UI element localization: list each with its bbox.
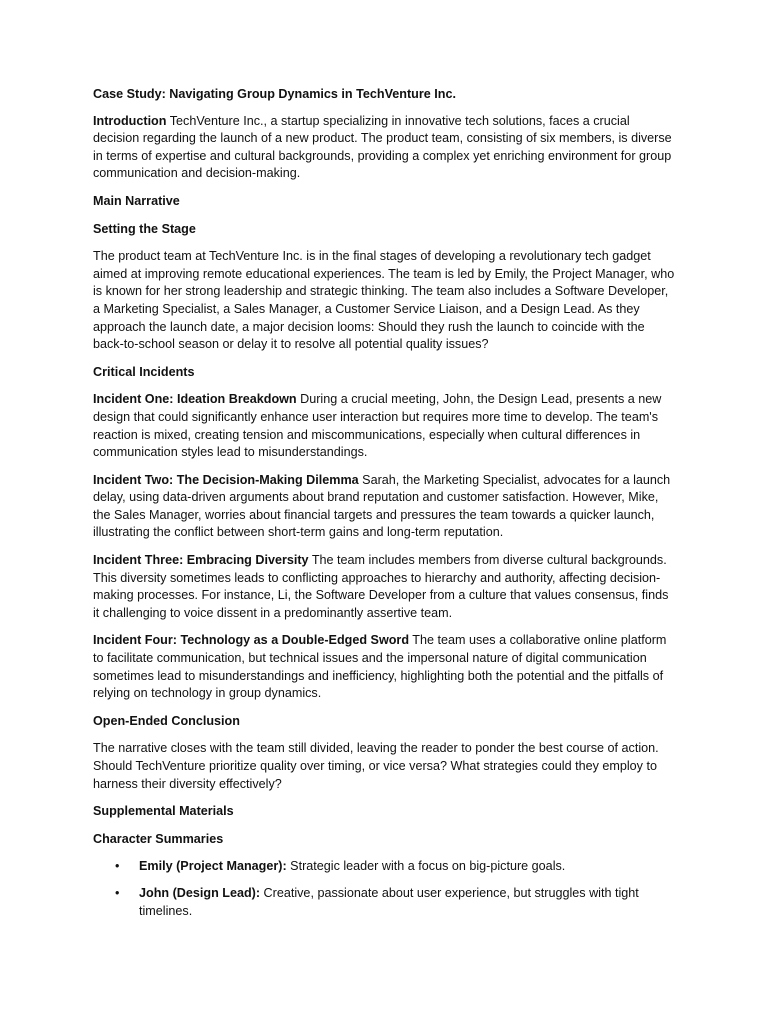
introduction-paragraph: [93, 113, 677, 183]
introduction-text: TechVenture Inc., a startup specializing in innovative tech solutions, faces a crucial decision regarding the launch of a new product. The product team, consisting of six members, is diverse in terms of expertise and cultural backgrounds, providing a complex yet enriching environment for group communication and decision-making.: [93, 113, 672, 181]
incident-paragraph: [93, 391, 677, 461]
incident-paragraph: [93, 632, 677, 702]
introduction-label: Introduction: [93, 113, 167, 128]
document-title: Case Study: Navigating Group Dynamics in TechVenture Inc.: [93, 87, 456, 101]
incident-text: The team uses a collaborative online platform to facilitate communication, but technical issues and the impersonal nature of digital communication sometimes lead to misunderstandings and inefficiency, highlighting both the potential and the pitfalls of relying on technology in group dynamics.: [93, 633, 667, 701]
conclusion-heading: Open-Ended Conclusion: [93, 713, 240, 728]
conclusion-paragraph: The narrative closes with the team still divided, leaving the reader to ponder the best course of action. Should TechVenture prioritize quality over timing, or vice versa? What strategies could they employ to harness their diversity effectively?: [93, 741, 659, 791]
supplemental-heading: Supplemental Materials: [93, 804, 234, 819]
incident-text: The team includes members from diverse cultural backgrounds. This diversity sometimes leads to conflicting approaches to hierarchy and authority, affecting decision-making processes. For instance, Li, the Software Developer from a culture that values consensus, finds it challenging to voice dissent in a predominantly assertive team.: [93, 553, 669, 620]
list-item: [93, 885, 677, 920]
bullet-icon: •: [115, 859, 120, 874]
incident-label: Incident Three: Embracing Diversity: [93, 553, 309, 568]
list-item: [93, 858, 677, 876]
setting-stage-paragraph: The product team at TechVenture Inc. is in the final stages of developing a revolutionary tech gadget aimed at improving remote educational experiences. The team is led by Emily, the Project Manager, who is known for her strong leadership and strategic thinking. The team also includes a Software Developer, a Marketing Specialist, a Sales Manager, a Customer Service Liaison, and a Design Lead. As they approach the launch date, a major decision looms: Should they rush the launch to coincide with the back-to-school season or delay it to resolve all potential quality issues?: [93, 249, 675, 352]
character-text: Creative, passionate about user experience, but struggles with tight timelines.: [139, 885, 639, 918]
character-label: Emily (Project Manager):: [139, 859, 287, 874]
setting-stage-heading: Setting the Stage: [93, 221, 196, 236]
incident-text: Sarah, the Marketing Specialist, advocates for a launch delay, using data-driven arguments about brand reputation and customer satisfaction. However, Mike, the Sales Manager, worries about financial targets and pressures the team towards a quicker launch, illustrating the conflict between short-term gains and long-term reputation.: [93, 472, 671, 540]
main-narrative-heading: Main Narrative: [93, 193, 180, 208]
incident-label: Incident Four: Technology as a Double-Edged Sword: [93, 633, 410, 648]
incident-paragraph: [93, 472, 677, 542]
incident-label: Incident Two: The Decision-Making Dilemma: [93, 472, 359, 487]
incident-label: Incident One: Ideation Breakdown: [93, 392, 297, 407]
character-list: [93, 858, 677, 920]
incident-text: During a crucial meeting, John, the Design Lead, presents a new design that could significantly enhance user interaction but requires more time to develop. The team's reaction is mixed, creating tension and miscommunications, especially when cultural differences in communication styles lead to misunderstandings.: [93, 392, 662, 460]
character-text: Strategic leader with a focus on big-picture goals.: [286, 859, 566, 874]
bullet-icon: •: [115, 885, 120, 900]
character-summaries-heading: Character Summaries: [93, 831, 224, 846]
character-label: John (Design Lead):: [139, 885, 261, 900]
incident-paragraph: [93, 552, 677, 622]
document-page: [93, 86, 677, 929]
critical-incidents-heading: Critical Incidents: [93, 364, 195, 379]
